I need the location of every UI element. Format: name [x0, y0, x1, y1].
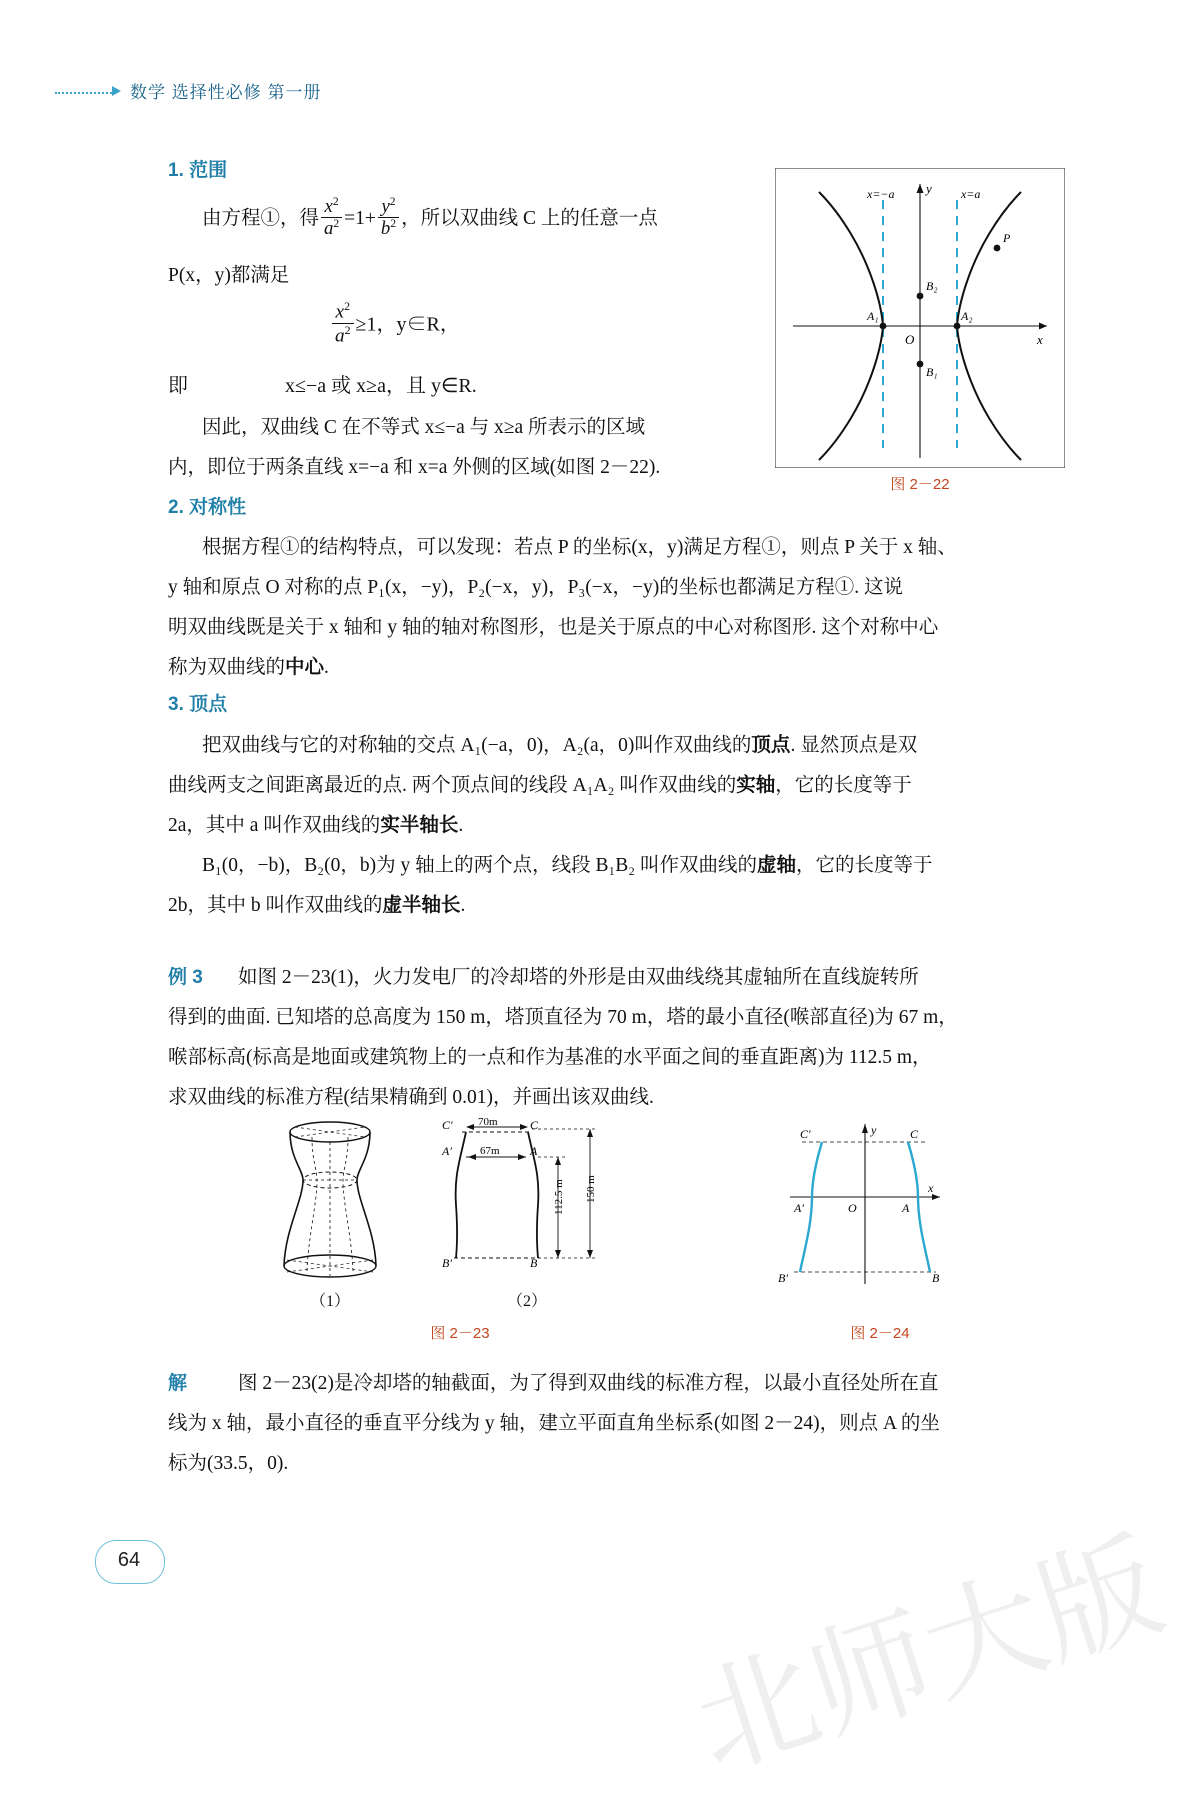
fig222-label-O: O [905, 332, 915, 347]
fig222-label-P: P [1003, 231, 1011, 245]
vertex-line3-a: 2a，其中 a 叫作双曲线的 [168, 815, 381, 836]
fig223-label-C: C [530, 1118, 539, 1132]
example-label: 例 3 [168, 967, 203, 988]
paragraph-range-2: P(x，y)都满足 [168, 265, 290, 286]
figure-2-22-caption: 图 2－22 [890, 476, 950, 493]
vertex-line5-a: 2b，其中 b 叫作双曲线的 [168, 895, 383, 916]
fig223-label-Ap: A′ [442, 1144, 452, 1158]
display-equation-1 [330, 300, 460, 346]
solution-line-1: 图 2－23(2)是冷却塔的轴截面，为了得到双曲线的标准方程，以最小直径处所在直 [238, 1373, 939, 1394]
paragraph-symmetry-3: 明双曲线既是关于 x 轴和 y 轴的轴对称图形，也是关于原点的中心对称图形. 这个对称中心 [168, 617, 939, 638]
paragraph-symmetry-1 [168, 528, 1048, 568]
paragraph-symmetry-4 [168, 648, 1048, 688]
cooling-tower-drawing [255, 1118, 405, 1283]
figure-2-23-caption: 图 2－23 [430, 1325, 490, 1342]
fig222-label-A2: A₂ [961, 309, 973, 323]
vertex-line5-c: . [460, 895, 466, 916]
fig223-dim-1125: 112.5 m [553, 1179, 565, 1215]
fig224-label-O: O [848, 1201, 857, 1215]
term-center: 中心 [285, 657, 325, 678]
fig224-label-C: C [910, 1127, 919, 1141]
header-rule-decoration [55, 92, 115, 94]
fraction-x2-a2: $\frac{x^2}{a^2}$ [321, 196, 342, 239]
fig224-label-y: y [871, 1123, 877, 1137]
figure-2-24-drawing [760, 1112, 1000, 1292]
fraction-x2-a2-display: $\frac{x^2}{a^2}$ [332, 300, 354, 346]
vertex-line4-c: ，它的长度等于 [795, 855, 933, 876]
figure-2-23-sub2-caption: （2） [506, 1293, 547, 1310]
section-title-symmetry: 2. 对称性 [168, 497, 247, 518]
figure-2-23-part1 [255, 1118, 405, 1283]
example-line-2: 得到的曲面. 已知塔的总高度为 150 m，塔顶直径为 70 m，塔的最小直径(喉部直径)为 67 m， [168, 1007, 958, 1028]
page-number: 64 [117, 1549, 141, 1571]
paragraph-range-4: 内，即位于两条直线 x=−a 和 x=a 外侧的区域(如图 2－22). [168, 457, 661, 478]
paragraph-range-1 [168, 196, 738, 239]
header-title: 数学 选择性必修 第一册 [130, 83, 322, 102]
cross-section-drawing [440, 1115, 640, 1285]
fig223-dim-67: 67m [480, 1145, 500, 1157]
fig223-dim-150: 150 m [585, 1175, 597, 1203]
solution-line-2: 线为 x 轴，最小直径的垂直平分线为 y 轴，建立平面直角坐标系(如图 2－24)，则点 A 的坐 [168, 1413, 940, 1434]
solution-line-3: 标为(33.5，0). [168, 1453, 289, 1474]
display-equation-2: x≤−a 或 x≥a，且 y∈R. [285, 375, 477, 397]
fig224-label-Ap: A′ [794, 1201, 804, 1215]
paragraph-vertex-2 [168, 766, 1048, 806]
page-header [0, 78, 1190, 108]
symmetry-line4-a: 称为双曲线的 [168, 657, 286, 678]
range-line3: 因此，双曲线 C 在不等式 x≤−a 与 x≥a 所表示的区域 [202, 417, 645, 438]
figure-2-22 [775, 168, 1065, 493]
fig222-label-A1: A₁ [867, 309, 879, 323]
term-vertex: 顶点 [751, 735, 791, 756]
fig222-label-y: y [926, 181, 932, 196]
range-equals: =1+ [344, 207, 376, 229]
figure-2-24-caption: 图 2－24 [850, 1325, 910, 1342]
figure-2-23-part2 [440, 1115, 640, 1285]
fig224-label-Cp: C′ [800, 1127, 811, 1141]
fig222-label-x: x [1037, 332, 1043, 347]
fig222-label-x-a: x=a [961, 187, 981, 201]
header-arrow-icon [112, 86, 121, 96]
solution-label: 解 [168, 1373, 188, 1394]
example-line-1: 如图 2－23(1)，火力发电厂的冷却塔的外形是由双曲线绕其虚轴所在直线旋转所 [238, 967, 919, 988]
section-title-range: 1. 范围 [168, 160, 228, 181]
symmetry-line1: 根据方程①的结构特点，可以发现：若点 P 的坐标(x，y)满足方程①，则点 P 关于 x 轴、 [202, 537, 957, 558]
example-line-4: 求双曲线的标准方程(结果精确到 0.01)，并画出该双曲线. [168, 1087, 654, 1108]
paragraph-vertex-3 [168, 806, 1048, 846]
fig222-label-B2: B₂ [926, 279, 938, 293]
range-text-a: 由方程①，得 [202, 207, 320, 229]
example-line-3: 喉部标高(标高是地面或建筑物上的一点和作为基准的水平面之间的垂直距离)为 112.5 m， [168, 1047, 932, 1068]
figure-2-24 [760, 1112, 1000, 1292]
display-equation-1-tail: ≥1，y∈R， [355, 313, 460, 336]
paragraph-vertex-1 [168, 726, 1048, 766]
fig223-dim-70: 70m [478, 1116, 498, 1128]
fig223-label-Bp: B′ [442, 1256, 452, 1270]
term-real-axis: 实轴 [736, 775, 776, 796]
paragraph-vertex-4 [168, 846, 1048, 886]
fig224-label-Bp: B′ [778, 1271, 788, 1285]
vertex-line1-a: 把双曲线与它的对称轴的交点 A₁(−a，0)，A₂(a，0)叫作双曲线的 [202, 735, 752, 756]
fraction-y2-b2: $\frac{y^2}{b^2}$ [378, 196, 399, 239]
fig223-label-B: B [530, 1256, 538, 1270]
section-title-vertex: 3. 顶点 [168, 694, 228, 715]
fig222-label-x-neg-a: x=−a [867, 187, 895, 201]
page-number-container [95, 1540, 165, 1584]
vertex-line2-c: ，它的长度等于 [775, 775, 912, 796]
vertex-line3-c: . [458, 815, 464, 836]
vertex-line1-c: . 显然顶点是双 [790, 735, 918, 756]
label-ji: 即 [168, 375, 188, 397]
vertex-line2-a: 曲线两支之间距离最近的点. 两个顶点间的线段 A₁A₂ 叫作双曲线的 [168, 775, 737, 796]
fig223-label-Cp: C′ [442, 1118, 453, 1132]
fig222-label-B1: B₁ [926, 365, 938, 379]
watermark: 北师大版 [679, 1518, 1178, 1794]
paragraph-symmetry-2: y 轴和原点 O 对称的点 P₁(x，−y)，P₂(−x，y)，P₃(−x，−y)的坐标也都满足方程①. 这说 [168, 577, 903, 598]
term-semi-imaginary-axis: 虚半轴长 [382, 895, 461, 916]
term-imaginary-axis: 虚轴 [756, 855, 796, 876]
term-semi-real-axis: 实半轴长 [380, 815, 459, 836]
range-text-b: ，所以双曲线 C 上的任意一点 [401, 207, 658, 229]
figure-2-23-sub1-caption: （1） [309, 1293, 350, 1310]
symmetry-line4-c: . [324, 657, 329, 678]
fig224-label-B: B [932, 1271, 940, 1285]
fig223-label-A: A [530, 1144, 538, 1158]
fig224-label-x: x [928, 1181, 934, 1195]
paragraph-range-3 [168, 408, 748, 448]
fig224-label-A: A [902, 1201, 910, 1215]
vertex-line4-a: B₁(0，−b)，B₂(0，b)为 y 轴上的两个点，线段 B₁B₂ 叫作双曲线的 [202, 855, 757, 876]
figure-2-22-drawing [775, 168, 1065, 468]
paragraph-vertex-5 [168, 886, 1048, 926]
